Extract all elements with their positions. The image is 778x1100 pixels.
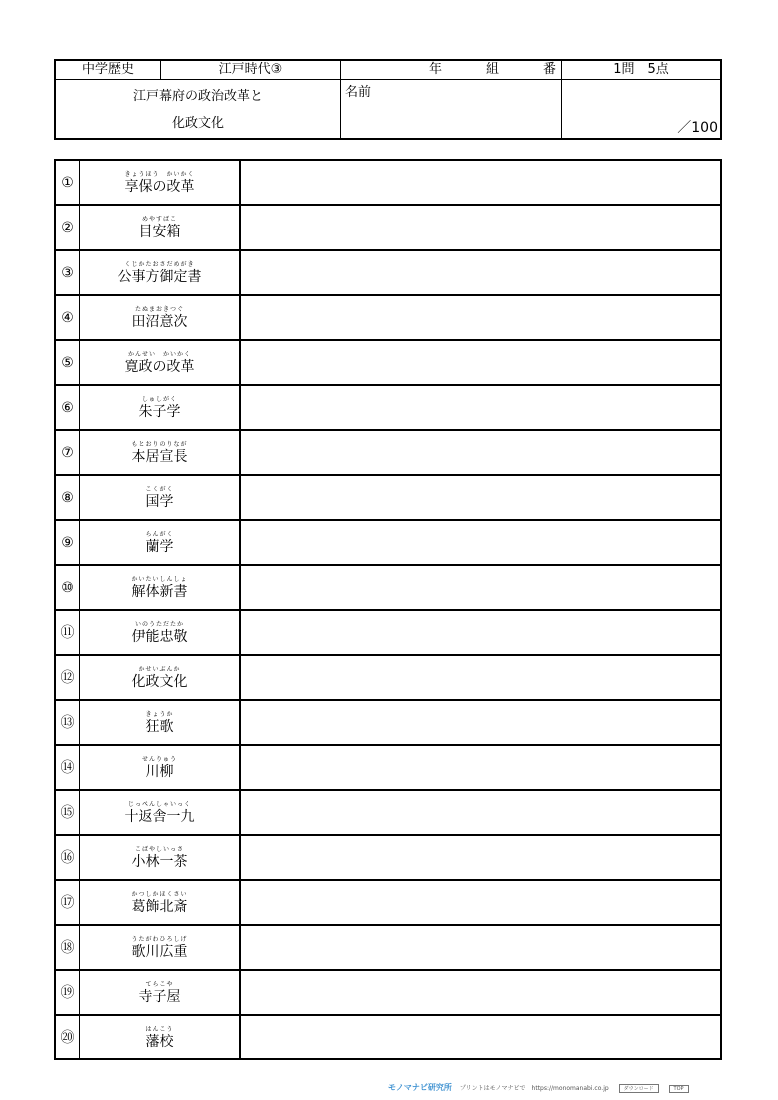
answer-field[interactable] [241,206,720,250]
question-row [56,881,720,926]
answer-field[interactable] [241,341,720,385]
name-field[interactable] [341,80,562,140]
title-line-1: 江戸幕府の政治改革と [132,89,263,104]
question-term-cell [80,971,241,1015]
question-row [56,701,720,746]
term-text: 解体新書 [131,584,188,600]
question-table [54,159,722,1060]
question-number: ⑧ [56,476,80,520]
term-furigana: きょうか [145,711,174,718]
term-text: 葛飾北斎 [131,899,188,915]
question-term-cell [80,701,241,745]
answer-field[interactable] [241,431,720,475]
question-term-cell [80,566,241,610]
question-row [56,611,720,656]
question-number: ⑱ [56,926,80,970]
term-furigana: らんがく [145,531,174,538]
term-furigana: もとおりのりなが [131,441,188,448]
term-text: 田沼意次 [131,314,188,330]
term-furigana: こくがく [145,486,174,493]
question-row [56,476,720,521]
question-number: ⑦ [56,431,80,475]
worksheet-title [56,80,341,140]
answer-field[interactable] [241,566,720,610]
question-term-cell [80,656,241,700]
term-furigana: こばやしいっさ [134,846,184,853]
question-term-cell [80,611,241,655]
term-furigana: せんりゅう [141,756,177,763]
term-text: 寛政の改革 [124,359,195,375]
term-furigana: じっぺんしゃいっく [127,801,191,808]
question-number: ② [56,206,80,250]
footer-text: プリントはモノマナビで https://monomanabi.co.jp [459,1085,609,1092]
term-text: 十返舎一九 [124,809,195,825]
question-number: ⑳ [56,1016,80,1060]
question-number: ⑩ [56,566,80,610]
question-row [56,791,720,836]
answer-field[interactable] [241,521,720,565]
question-term-cell [80,341,241,385]
term-furigana: いのうただたか [134,621,184,628]
answer-field[interactable] [241,1016,720,1060]
question-number: ⑪ [56,611,80,655]
term-text: 国学 [145,494,174,510]
question-number: ③ [56,251,80,295]
term-text: 狂歌 [145,719,174,735]
answer-field[interactable] [241,251,720,295]
term-furigana: くじかたおさだめがき [124,261,195,268]
answer-field[interactable] [241,296,720,340]
answer-field[interactable] [241,161,720,205]
unit-label: 江戸時代③ [161,61,341,80]
term-text: 小林一茶 [131,854,188,870]
question-row [56,341,720,386]
term-text: 藩校 [145,1034,174,1050]
question-row [56,386,720,431]
term-text: 化政文化 [131,674,188,690]
term-furigana: かつしかほくさい [131,891,188,898]
question-row [56,296,720,341]
question-number: ⑮ [56,791,80,835]
term-text: 歌川広重 [131,944,188,960]
question-number: ⑥ [56,386,80,430]
answer-field[interactable] [241,656,720,700]
term-text: 公事方御定書 [117,269,202,285]
question-row [56,746,720,791]
term-furigana: きょうほう かいかく [124,171,195,178]
question-term-cell [80,926,241,970]
name-label: 名前 [345,85,372,100]
download-button[interactable]: ダウンロード [619,1084,659,1093]
term-furigana: たぬまおきつぐ [134,306,184,313]
question-row [56,521,720,566]
year-label: 年 [429,62,443,77]
answer-field[interactable] [241,791,720,835]
answer-field[interactable] [241,386,720,430]
term-text: 目安箱 [138,224,181,240]
answer-field[interactable] [241,476,720,520]
answer-field[interactable] [241,611,720,655]
question-term-cell [80,881,241,925]
term-text: 寺子屋 [138,989,181,1005]
question-term-cell [80,476,241,520]
question-row [56,251,720,296]
question-number: ① [56,161,80,205]
term-furigana: めやすばこ [141,216,177,223]
points-label: 1問 5点 [562,61,720,80]
title-line-2: 化政文化 [171,116,224,131]
answer-field[interactable] [241,746,720,790]
question-term-cell [80,431,241,475]
subject-label: 中学歴史 [56,61,161,80]
question-term-cell [80,791,241,835]
question-row [56,206,720,251]
question-row [56,1016,720,1061]
question-number: ⑯ [56,836,80,880]
group-label: 組 [486,62,500,77]
term-text: 朱子学 [138,404,181,420]
question-term-cell [80,161,241,205]
answer-field[interactable] [241,836,720,880]
question-row [56,926,720,971]
question-number: ⑤ [56,341,80,385]
term-text: 享保の改革 [124,179,195,195]
score-total: ／100 [677,120,718,136]
term-furigana: はんこう [145,1026,174,1033]
worksheet-header [54,59,722,140]
question-row [56,161,720,206]
term-text: 伊能忠敬 [131,629,188,645]
answer-field[interactable] [241,701,720,745]
question-number: ⑬ [56,701,80,745]
question-term-cell [80,386,241,430]
question-term-cell [80,521,241,565]
term-furigana: てらこや [145,981,174,988]
footer-brand: モノマナビ研究所 [388,1083,452,1092]
top-button[interactable]: TOP [669,1085,689,1093]
question-number: ④ [56,296,80,340]
question-row [56,656,720,701]
term-furigana: しゅしがく [141,396,177,403]
term-furigana: かせいぶんか [138,666,181,673]
question-row [56,566,720,611]
term-text: 川柳 [145,764,174,780]
question-term-cell [80,836,241,880]
question-number: ⑫ [56,656,80,700]
question-row [56,971,720,1016]
score-field[interactable] [562,80,720,140]
question-row [56,836,720,881]
answer-field[interactable] [241,881,720,925]
question-number: ⑭ [56,746,80,790]
answer-field[interactable] [241,971,720,1015]
answer-field[interactable] [241,926,720,970]
question-number: ⑲ [56,971,80,1015]
term-text: 蘭学 [145,539,174,555]
question-term-cell [80,206,241,250]
question-term-cell [80,746,241,790]
class-field[interactable] [341,61,562,80]
question-term-cell [80,251,241,295]
term-furigana: かいたいしんしょ [131,576,188,583]
number-label: 番 [543,62,557,77]
footer [388,1082,768,1094]
term-furigana: うたがわひろしげ [131,936,188,943]
question-number: ⑰ [56,881,80,925]
question-row [56,431,720,476]
question-number: ⑨ [56,521,80,565]
question-term-cell [80,1016,241,1060]
term-text: 本居宣長 [131,449,188,465]
question-term-cell [80,296,241,340]
term-furigana: かんせい かいかく [127,351,191,358]
